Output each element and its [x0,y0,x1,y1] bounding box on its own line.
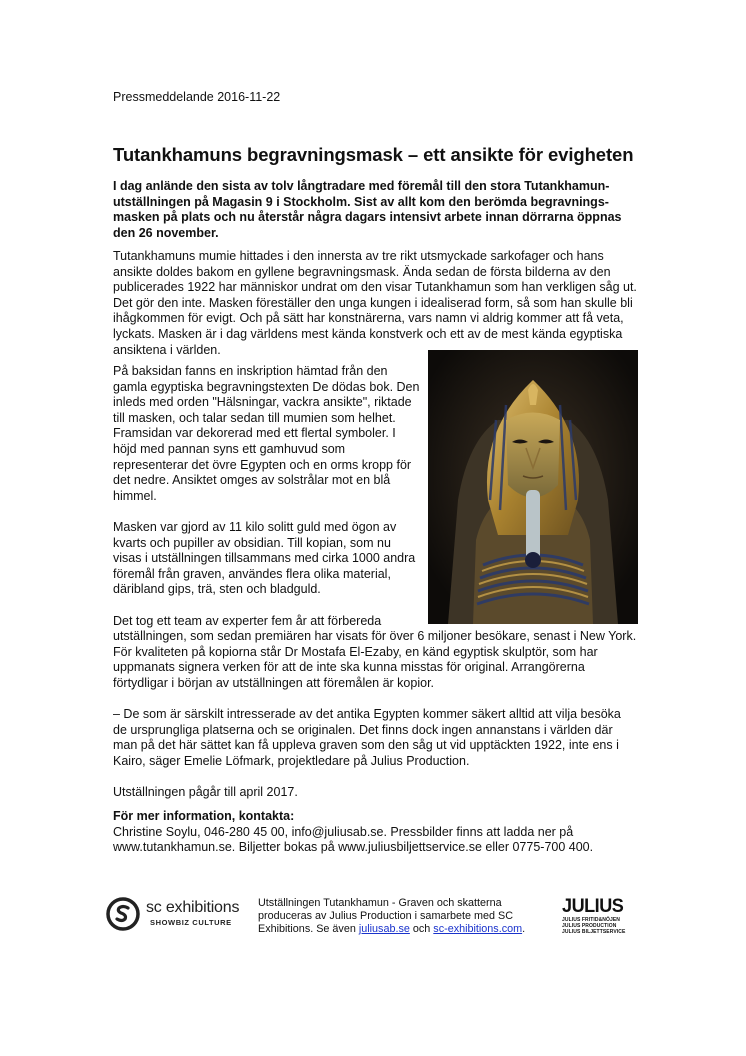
body-paragraph-3: Masken var gjord av 11 kilo solitt guld med ögon av kvarts och pupiller av obsidian. Till kopian, som nu visas i utställningen tillsammans med cirka 1000 andra föremål från graven, användes flera olika material, däribland gips, trä, sten och bladguld. [113,519,416,597]
footer-text-and: och [409,923,434,935]
page-title: Tutankhamuns begravningsmask – ett ansikte för evigheten [113,144,634,165]
link-sc-exhibitions[interactable]: sc-exhibitions.com [433,923,523,935]
sc-logo-name: sc exhibitions [146,899,240,916]
mask-illustration [428,350,638,624]
contact-heading: För mer information, kontakta: [113,809,295,823]
lead-paragraph: I dag anlände den sista av tolv långtradare med föremål till den stora Tutankhamun-utställningen på Magasin 9 i Stockholm. Sist av allt kom den berömda begravnings-masken på plats och nu återstår några dagars intensivt arbete innan dörrarna öppnas den 26 november. [113,179,622,240]
contact-text: Christine Soylu, 046-280 45 00, info@juliusab.se. Pressbilder finns att ladda ner på www.tutankhamun.se. Biljetter bokas på www.juliusbiljettservice.se eller 0775-700 400. [113,824,594,855]
body-paragraph-5: – De som är särskilt intresserade av det antika Egypten kommer säkert alltid att vilja besöka de ursprungliga platserna och se originalen. Det finns dock ingen annanstans i världen där man på det här sättet kan få uppleva graven som den såg ut vid upptäckten 1922, inte ens i Kairo, säger Emelie Löfmark, projektledare på Julius Production. [113,707,621,768]
contact-block [113,809,643,856]
sc-exhibitions-logo [106,896,246,936]
body-paragraph-6: Utställningen pågår till april 2017. [113,785,298,800]
link-juliusab[interactable]: juliusab.se [358,923,410,935]
footer-text-main: Utställningen Tutankhamun - Graven och skatterna produceras av Julius Production i samarbete med SC Exhibitions. Se även [258,897,514,935]
julius-logo [562,897,632,939]
dateline: Pressmeddelande 2016-11-22 [113,90,281,104]
julius-logo-line-1: JULIUS FRITID&NÖJEN [562,917,621,923]
body-paragraph-4: Det tog ett team av experter fem år att förbereda utställningen, som sedan premiären har visats för över 6 miljoner besökare, senast i New York. För kvaliteten på kopiorna står Dr Mostafa El-Ezaby, en känd egyptisk skulptör, som har uppmanats signera verken för att de inte ska kunna misstas för original. Arrangörerna förtydligar i början av utställningen att föremålen är kopior. [113,613,637,690]
julius-logo-line-2: JULIUS PRODUCTION [562,923,617,929]
julius-logo-line-3: JULIUS BILJETTSERVICE [562,929,626,935]
julius-logo-word: JULIUS [562,896,624,917]
article-body-flow [113,364,638,816]
body-paragraph-2: På baksidan fanns en inskription hämtad från den gamla egyptiska begravningstexten De dödas bok. Den inleds med orden "Hälsningar, vackra ansikte", riktade till masken, och talar sedan till mumien som helhet. Framsidan var dekorerad med ett flertal symboler. I höjd med pannan syns ett gamhuvud som representerar det övre Egypten och en orms kropp för det nedre. Ansiktet omges av solstrålar mot en blå himmel. [113,364,420,503]
sc-logo-icon [106,897,140,931]
footer-text [258,897,548,936]
tutankhamun-mask-photo [428,350,638,624]
body-paragraph-1: Tutankhamuns mumie hittades i den innersta av tre rikt utsmyckade sarkofager och hans ansikte doldes bakom en gyllene begravningsmask. Ända sedan de första bilderna av den publicerades 1922 har människor undrat om den visar Tutankhamun som han verkligen såg ut. Det gör den inte. Masken föreställer den unga kungen i idealiserad form, så som han skulle bli ihågkommen för evigt. Och på sätt har konstnärerna, vars namn vi aldrig kommer att få veta, lyckats. Masken är i dag världens mest kända konstverk och ett av de mest kända egyptiska ansiktena i världen. [113,249,637,357]
footer-text-end: . [522,923,526,935]
sc-logo-tagline: SHOWBIZ CULTURE [150,918,232,927]
